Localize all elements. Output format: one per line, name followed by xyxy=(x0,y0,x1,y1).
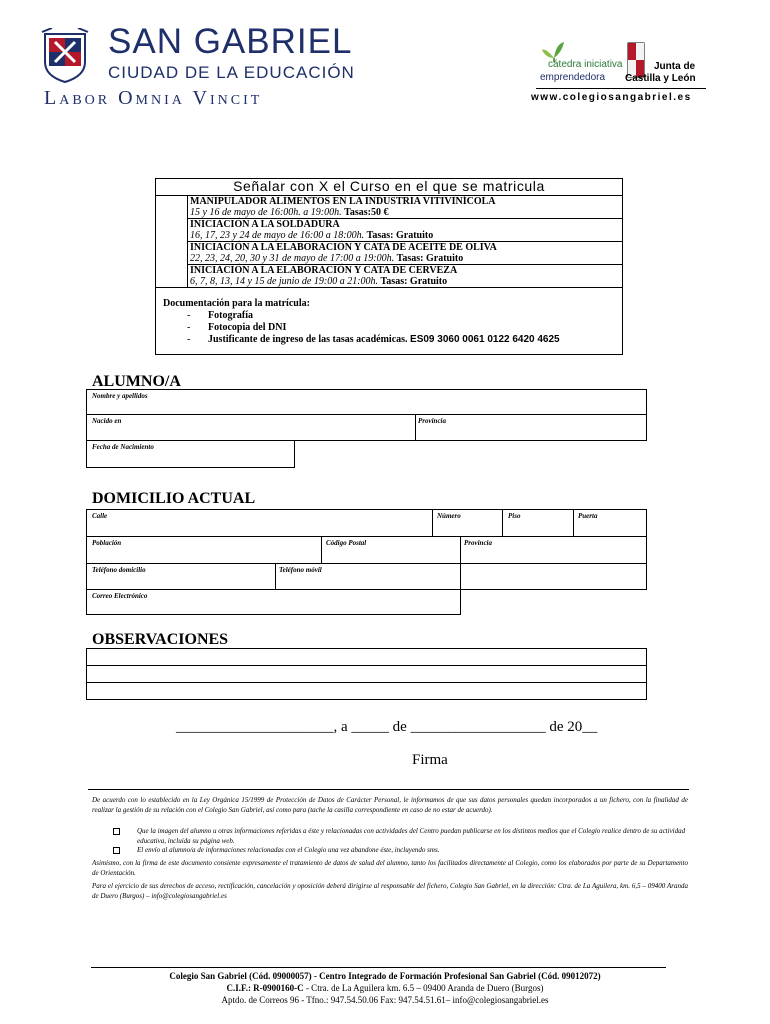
legal-divider xyxy=(88,789,689,790)
field-label: Provincia xyxy=(418,417,446,425)
info-consent-text: El envío al alumno/a de informaciones relacionadas con el Colegio una vez abandone éste, incluyendo sms. xyxy=(137,846,440,854)
field-label: Número xyxy=(437,512,461,520)
header-divider xyxy=(536,88,706,89)
doc-item: - Justificante de ingreso de las tasas académicas. ES09 3060 0061 0122 6420 4625 xyxy=(187,334,560,345)
street-field[interactable] xyxy=(86,509,433,537)
empty-field xyxy=(460,563,647,590)
course-fee: Tasas: Gratuito xyxy=(396,253,464,264)
floor-field[interactable] xyxy=(502,509,574,537)
course-dates: 6, 7, 8, 13, 14 y 15 de junio de 19:00 a 21:00h. xyxy=(190,276,379,287)
course-name: INICIACIÓN A LA ELABORACIÓN Y CATA DE CERVEZA xyxy=(190,265,458,276)
brand-motto: Labor Omnia Vincit xyxy=(44,87,263,109)
field-label: Provincia xyxy=(464,539,492,547)
image-consent-text: Que la imagen del alumno u otras informaciones referidas a éste y relacionadas con actividades del Centro puedan publicarse en los distintos medios que el Colegio realice dentro de su actividad educativa, incluida su página web. xyxy=(137,827,686,845)
docs-title: Documentación para la matrícula: xyxy=(163,298,310,309)
course-option-4[interactable] xyxy=(188,265,622,288)
number-field[interactable] xyxy=(432,509,503,537)
course-fee: Tasas: Gratuito xyxy=(366,230,434,241)
door-field[interactable] xyxy=(573,509,647,537)
field-label: Código Postal xyxy=(326,539,367,547)
brand-name: SAN GABRIEL xyxy=(108,22,353,61)
footer-line-2 xyxy=(0,982,770,994)
course-dates: 15 y 16 de mayo de 16:00h. a 19:00h. xyxy=(190,207,342,218)
field-label: Teléfono móvil xyxy=(279,566,322,574)
observations-line-3[interactable] xyxy=(86,682,647,700)
course-fee: Tasas: Gratuito xyxy=(380,276,448,287)
email-field[interactable] xyxy=(86,589,461,615)
field-label: Nombre y apellidos xyxy=(92,392,148,400)
course-name: INICIACIÓN A LA ELABORACIÓN Y CATA DE ACEITE DE OLIVA xyxy=(190,242,497,253)
website-link[interactable]: www.colegiosangabriel.es xyxy=(531,92,692,103)
address-section-title: DOMICILIO ACTUAL xyxy=(92,490,256,507)
catedra-text: cátedra iniciativa xyxy=(548,59,623,70)
junta-text-2: Castilla y León xyxy=(625,73,696,84)
junta-text: Junta de xyxy=(654,61,696,72)
field-label: Calle xyxy=(92,512,108,520)
doc-item: - Fotografía xyxy=(187,310,253,321)
footer-line-3: Aptdo. de Correos 96 - Tfno.: 947.54.50.06 Fax: 947.54.51.61– info@colegiosangabriel.es xyxy=(221,995,549,1005)
field-label: Teléfono domicilio xyxy=(92,566,146,574)
rights-notice: Para el ejercicio de sus derechos de acceso, rectificación, cancelación y oposición deberá dirigirse al responsable del fichero, Colegio San Gabriel, en la dirección: Ctra. de La Aguilera, km. 6,5 – 09400 Aranda de Duero (Burgos) – info@colegiosangabriel.es xyxy=(92,882,688,900)
birth-province-field[interactable] xyxy=(415,414,647,441)
field-label: Población xyxy=(92,539,122,547)
field-label: Puerta xyxy=(578,512,598,520)
mobile-phone-field[interactable] xyxy=(275,563,461,590)
footer-cif: C.I.F.: R-0900160-C xyxy=(226,983,304,993)
course-option-2[interactable] xyxy=(188,219,622,242)
course-checkbox-column[interactable] xyxy=(156,196,188,287)
image-consent-checkbox[interactable] xyxy=(113,828,120,835)
course-option-1[interactable] xyxy=(188,196,622,219)
course-dates: 22, 23, 24, 20, 30 y 31 de mayo de 17:00 a 19:00h. xyxy=(190,253,395,264)
student-section-title: ALUMNO/A xyxy=(92,373,181,390)
doc-item: - Fotocopia del DNI xyxy=(187,322,287,333)
course-box-title: Señalar con X el Curso en el que se matricula xyxy=(156,178,622,196)
health-data-notice: Asimismo, con la firma de este documento consiente expresamente el tratamiento de datos de salud del alumno, tanto los facilitados directamente al Colegio, como los elaborados por parte de su Departamento de Orientación. xyxy=(92,859,688,877)
course-list-divider xyxy=(156,287,622,288)
info-consent-checkbox[interactable] xyxy=(113,847,120,854)
course-name: MANIPULADOR ALIMENTOS EN LA INDUSTRIA VITIVINÍCOLA xyxy=(190,196,496,207)
course-option-3[interactable] xyxy=(188,242,622,265)
bank-account-number: ES09 3060 0061 0122 6420 4625 xyxy=(410,334,560,345)
catedra-text-2: emprendedora xyxy=(540,72,606,83)
field-label: Piso xyxy=(508,512,521,520)
home-phone-field[interactable] xyxy=(86,563,276,590)
footer-divider xyxy=(91,967,666,968)
course-name: INICIACIÓN A LA SOLDADURA xyxy=(190,219,340,230)
signature-date-line[interactable]: _____________________, a _____ de __________________ de 20__ xyxy=(176,719,598,735)
school-crest-logo xyxy=(40,28,90,84)
footer-line-1: Colegio San Gabriel (Cód. 09000057) - Centro Integrado de Formación Profesional San Gabriel (Cód. 09012072) xyxy=(169,971,601,981)
observations-line-1[interactable] xyxy=(86,648,647,666)
course-fee: Tasas:50 € xyxy=(344,207,389,218)
birthplace-field[interactable] xyxy=(86,414,416,441)
field-label: Nacido en xyxy=(92,417,122,425)
signature-label: Firma xyxy=(412,752,448,768)
birth-date-field[interactable] xyxy=(86,440,295,468)
footer-address: - Ctra. de La Aguilera km. 6.5 – 09400 Aranda de Duero (Burgos) xyxy=(303,983,544,993)
field-label: Fecha de Nacimiento xyxy=(92,443,154,451)
enrolment-documents xyxy=(163,298,560,346)
province-field[interactable] xyxy=(460,536,647,564)
town-field[interactable] xyxy=(86,536,322,564)
full-name-field[interactable] xyxy=(86,389,647,415)
course-dates: 16, 17, 23 y 24 de mayo de 16:00 a 18:00h. xyxy=(190,230,365,241)
brand-subtitle: CIUDAD DE LA EDUCACIÓN xyxy=(108,63,355,82)
observations-section-title: OBSERVACIONES xyxy=(92,631,229,648)
field-label: Correo Electrónico xyxy=(92,592,148,600)
observations-line-2[interactable] xyxy=(86,665,647,683)
privacy-notice: De acuerdo con lo establecido en la Ley Orgánica 15/1999 de Protección de Datos de Carácter Personal, le informamos de que sus datos personales quedan incorporados a un fichero, con la finalidad de realizar la gestión de su relación con el Colegio San Gabriel, así como para (tache la casilla correspondiente en caso de no estar de acuerdo). xyxy=(92,796,688,814)
postal-code-field[interactable] xyxy=(321,536,461,564)
